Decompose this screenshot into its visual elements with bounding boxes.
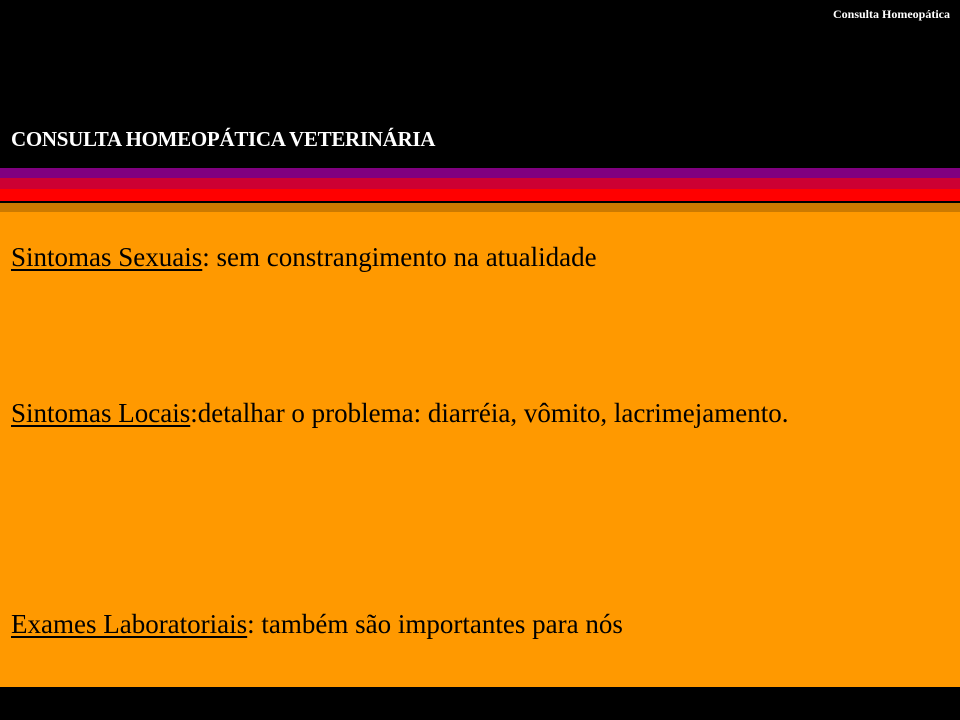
item-exames-laboratoriais	[11, 609, 623, 640]
slide-title: CONSULTA HOMEOPÁTICA VETERINÁRIA	[11, 127, 436, 151]
stripe-brown	[0, 203, 960, 212]
item-sintomas-locais	[11, 398, 789, 429]
item-term: Sintomas Locais	[11, 398, 191, 428]
content-area	[0, 212, 960, 687]
item-text: : também são importantes para nós	[247, 609, 623, 639]
stripe-purple	[0, 168, 960, 178]
item-term: Sintomas Sexuais	[11, 242, 203, 272]
stripe-red	[0, 189, 960, 201]
item-text: : sem constrangimento na atualidade	[202, 242, 597, 272]
corner-label: Consulta Homeopática	[833, 7, 950, 21]
item-sintomas-sexuais	[11, 242, 597, 273]
item-term: Exames Laboratoriais	[11, 609, 248, 639]
stripe-crimson	[0, 178, 960, 189]
item-text: :detalhar o problema: diarréia, vômito, lacrimejamento.	[190, 398, 789, 428]
